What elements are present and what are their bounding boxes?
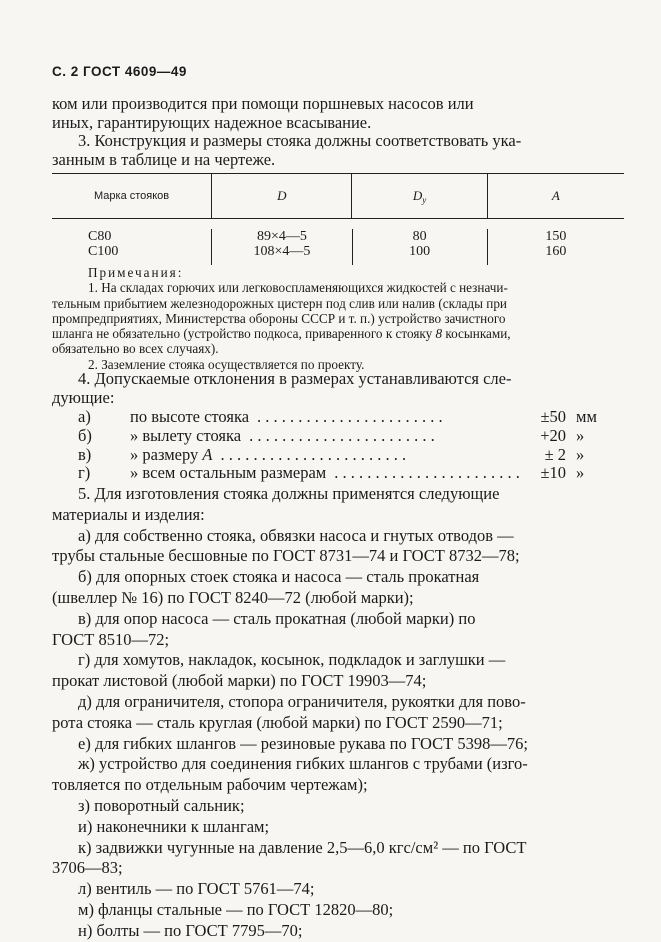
- table-header-row: [52, 174, 624, 218]
- text-line: (швеллер № 16) по ГОСТ 8240—72 (любой марки);: [52, 587, 414, 607]
- text-line: ГОСТ 8510—72;: [52, 629, 170, 649]
- notes-title: Примечания:: [88, 265, 184, 280]
- text-line: л) вентиль — по ГОСТ 5761—74;: [78, 879, 315, 899]
- text-line: занным в таблице и на чертеже.: [52, 149, 276, 169]
- table-header-cell: A: [487, 174, 624, 218]
- list-item: а) по высоте стояка . . . . . . . . . . . . . . . . . . . . . . . ±50 мм: [78, 407, 597, 426]
- text-line: трубы стальные бесшовные по ГОСТ 8731—74 и ГОСТ 8732—78;: [52, 546, 520, 566]
- dimensions-table: [52, 173, 624, 265]
- text-line: прокат листовой (любой марки) по ГОСТ 19903—74;: [52, 671, 427, 691]
- text-line: иных, гарантирующих надежное всасывание.: [52, 112, 372, 132]
- text-line: 3. Конструкция и размеры стояка должны соответствовать ука-: [78, 131, 522, 150]
- text-line: материалы и изделия:: [52, 504, 205, 524]
- text-line: 2. Заземление стояка осуществляется по проекту.: [88, 356, 365, 372]
- list-item: в) » размеру A . . . . . . . . . . . . . . . . . . . . . . . ± 2 »: [78, 444, 585, 464]
- text-line: 3706—83;: [52, 858, 123, 878]
- list-item: г) » всем остальным размерам . . . . . . . . . . . . . . . . . . . . . . . ±10 »: [78, 463, 585, 483]
- table-header-cell: Марка стояков: [94, 190, 170, 202]
- text-line: шланга не обязательно (устройство подкоса, приваренного к стояку 8 косынками,: [52, 326, 511, 342]
- tolerance-list: [52, 408, 624, 483]
- text-line: промпредприятиях, Министерства обороны СССР и т. п.) устройство зачистного: [52, 310, 506, 326]
- notes-block: [52, 265, 624, 372]
- section-4: [52, 370, 624, 407]
- page-header: С. 2 ГОСТ 4609—49: [52, 64, 187, 79]
- text-line: д) для ограничителя, стопора ограничителя, рукоятки для пово-: [78, 691, 526, 711]
- table-header-cell: D: [211, 174, 351, 218]
- text-line: и) наконечники к шлангам;: [78, 816, 270, 836]
- table-cell: 89×4—5 108×4—5: [211, 229, 351, 265]
- text-line: в) для опор насоса — сталь прокатная (любой марки) по: [78, 608, 476, 628]
- text-line: е) для гибких шлангов — резиновые рукава по ГОСТ 5398—76;: [78, 733, 528, 753]
- text-line: м) фланцы стальные — по ГОСТ 12820—80;: [78, 899, 394, 919]
- table-cell: 80 100: [352, 229, 487, 265]
- text-line: рота стояка — сталь круглая (любой марки) по ГОСТ 2590—71;: [52, 712, 503, 732]
- text-line: 5. Для изготовления стояка должны применятся следующие: [78, 484, 500, 503]
- intro-paragraph: [52, 95, 624, 169]
- text-line: ком или производится при помощи поршневых насосов или: [52, 94, 474, 113]
- table-header-cell: $D_y$: [351, 174, 486, 218]
- text-line: обязательно во всех случаях).: [52, 341, 219, 357]
- text-line: 4. Допускаемые отклонения в размерах устанавливаются сле-: [78, 369, 512, 388]
- text-line: к) задвижки чугунные на давление 2,5—6,0 кгс/см² — по ГОСТ: [78, 837, 527, 857]
- text-line: ж) устройство для соединения гибких шлангов с трубами (изго-: [78, 754, 528, 774]
- text-line: н) болты — по ГОСТ 7795—70;: [78, 920, 303, 940]
- list-item: б) » вылету стояка . . . . . . . . . . . . . . . . . . . . . . . +20 »: [78, 425, 585, 445]
- table-body: [52, 219, 624, 265]
- table-cell: 150 160: [487, 229, 624, 265]
- text-line: б) для опорных стоек стояка и насоса — сталь прокатная: [78, 567, 480, 587]
- text-line: тельным прибытием железнодорожных цистерн под слив или налив (склады при: [52, 295, 507, 311]
- text-line: товляется по отдельным рабочим чертежам);: [52, 775, 368, 795]
- text-line: з) поворотный сальник;: [78, 795, 245, 815]
- text-line: дующие:: [52, 387, 115, 407]
- text-line: 1. На складах горючих или легковоспламеняющихся жидкостей с незначи-: [88, 280, 508, 296]
- section-5: [52, 484, 624, 942]
- text-line: а) для собственно стояка, обвязки насоса и гнутых отводов —: [78, 525, 514, 545]
- text-line: г) для хомутов, накладок, косынок, подкладок и заглушки —: [78, 650, 506, 670]
- table-cell: С80 С100: [88, 229, 119, 259]
